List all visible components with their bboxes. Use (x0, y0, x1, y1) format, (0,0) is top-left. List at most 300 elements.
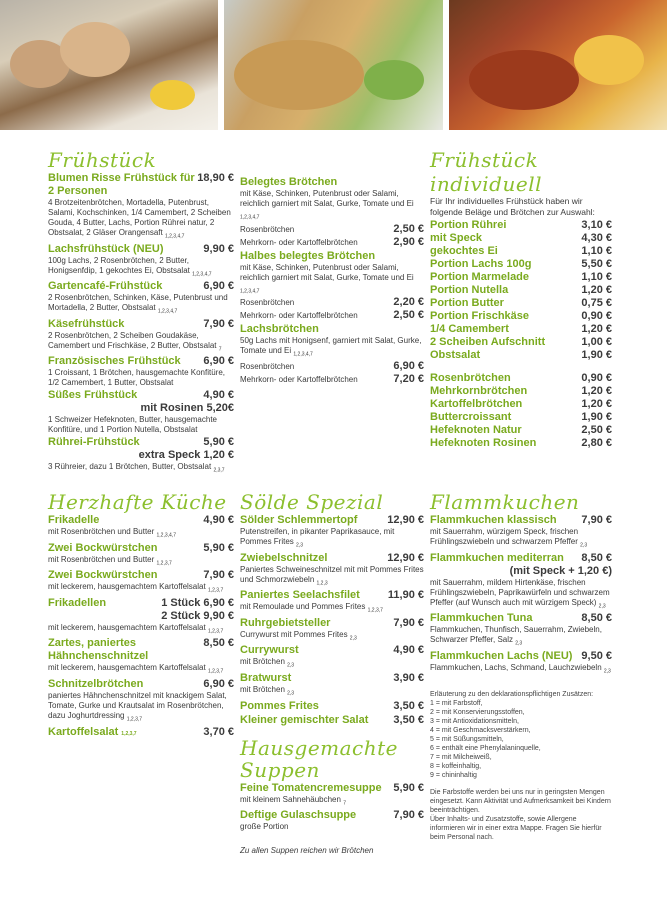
menu-item (48, 569, 234, 596)
legend-intro: Erläuterung zu den deklarationspflichtigen Zusätzen: (430, 691, 594, 699)
additive-codes: 1,2,3,7 (126, 716, 143, 723)
description-text: mit Rosenbrötchen und Butter (48, 527, 155, 536)
item-price: 1,10 € (581, 271, 612, 283)
description-text: Currywurst mit Pommes Frites (240, 629, 348, 639)
item-price: 9,50 € (581, 649, 612, 662)
price-row (240, 309, 424, 322)
menu-item-header (240, 782, 424, 795)
menu-item-header (48, 678, 234, 691)
menu-item (430, 245, 612, 258)
menu-item (48, 389, 234, 435)
description-text: mit Sauerrahm, würzigem Speck, frischen Frühlingszwiebeln und schwarzem Pfeffer (430, 527, 579, 546)
menu-item-header (48, 514, 234, 527)
menu-item-header (240, 589, 424, 602)
additive-codes: 1,2,3,4,7 (164, 233, 185, 240)
item-extra: (mit Speck + 1,20 €) (509, 564, 612, 577)
item-price: 0,90 € (581, 372, 612, 384)
item-price: 6,90 € (203, 677, 234, 690)
menu-item-header (48, 436, 234, 449)
menu-item-header (240, 617, 424, 630)
section-title: Sölde Spezial (240, 490, 384, 514)
row-label: Rosenbrötchen (240, 298, 295, 308)
price-row (240, 373, 424, 386)
item-name: Portion Butter (430, 297, 504, 309)
menu-item (48, 243, 234, 280)
menu-item (240, 782, 424, 809)
currywurst-photo (449, 0, 667, 130)
description-text: mit Rosenbrötchen und Butter (48, 554, 155, 564)
legend-line: 6 = enthält eine Phenylalaninquelle, (430, 745, 541, 753)
item-description (48, 555, 234, 569)
menu-item (48, 355, 234, 388)
menu-item-header (48, 389, 234, 402)
item-name: Französisches Frühstück (48, 355, 181, 368)
menu-item (430, 323, 612, 336)
item-price: 1,20 € (581, 385, 612, 397)
item-price: 18,90 € (197, 172, 234, 184)
additive-codes: 1,2,3,4,7 (192, 271, 212, 278)
description-text: 50g Lachs mit Honigsenf, garniert mit Salat, Gurke, Tomate und Ei (240, 336, 422, 356)
menu-item-header (48, 355, 234, 368)
menu-item (240, 323, 424, 386)
item-name: Portion Frischkäse (430, 310, 530, 322)
additive-codes: 2,3 (598, 603, 606, 610)
item-price: 8,50 € (581, 612, 612, 625)
item-name: Mehrkornbrötchen (430, 385, 528, 397)
item-description (48, 293, 234, 317)
menu-item (48, 597, 234, 637)
item-price: 5,90 € (393, 781, 424, 794)
additive-codes: 1,2,3,4,7 (157, 308, 178, 315)
menu-item-header (48, 637, 234, 663)
item-description (48, 415, 234, 435)
item-description (48, 623, 234, 637)
menu-item-header (48, 318, 234, 331)
description-text: mit leckerem, hausgemachtem Kartoffelsalat (48, 582, 206, 592)
suppen-note: Zu allen Suppen reichen wir Brötchen (240, 846, 374, 856)
menu-item (48, 678, 234, 725)
row-price: 2,50 € (393, 309, 424, 322)
price-row (240, 236, 424, 249)
row-label: Rosenbrötchen (240, 361, 295, 371)
item-price: 6,90 € (203, 280, 234, 293)
item-extra: extra Speck 1,20 € (138, 449, 234, 462)
legend-line: 3 = mit Antioxidationsmitteln, (430, 718, 519, 726)
menu-item (240, 589, 424, 616)
item-price: 1 Stück 6,90 € (161, 596, 234, 609)
item-price: 1,00 € (581, 336, 612, 348)
additive-codes: 1,2,3,4,7 (240, 214, 260, 221)
menu-item (430, 552, 612, 612)
menu-item (430, 411, 612, 424)
item-description (430, 578, 612, 612)
item-price: 9,90 € (203, 242, 234, 255)
item-name: Bratwurst (240, 671, 292, 684)
additive-codes: 2,3 (287, 690, 295, 697)
item-price: 7,90 € (393, 809, 424, 822)
item-price: 8,50 € (581, 551, 612, 564)
flammkuchen-section (430, 490, 612, 842)
item-price-2: 2 Stück 9,90 € (161, 609, 234, 622)
menu-item (240, 250, 424, 323)
item-name: Portion Marmelade (430, 271, 530, 283)
individuell-section (430, 148, 612, 450)
item-name: Frikadelle (48, 514, 100, 526)
menu-item (430, 385, 612, 398)
item-name: Kartoffelbrötchen (430, 398, 523, 410)
item-price: 8,50 € (203, 637, 234, 650)
row-label: Rosenbrötchen (240, 224, 295, 234)
description-text: mit Remoulade und Pommes Frites (240, 602, 366, 612)
description-text: große Portion (240, 822, 289, 832)
legend-line: 4 = mit Geschmacksverstärkern, (430, 727, 531, 735)
additive-codes: 1,2,3,4,7 (240, 288, 260, 295)
section-title: Frühstück (48, 148, 157, 172)
menu-item-header (240, 323, 424, 336)
additive-codes: 2,3,7 (213, 467, 225, 474)
menu-item (240, 809, 424, 832)
item-description (430, 625, 612, 649)
additive-codes: 2,3 (515, 640, 523, 647)
additive-codes: 2,3 (296, 542, 303, 549)
item-price: 4,90 € (203, 389, 234, 402)
menu-item (240, 644, 424, 671)
belegt-section (240, 176, 424, 387)
menu-item (48, 514, 234, 541)
row-price: 2,90 € (393, 235, 424, 248)
menu-item (430, 271, 612, 284)
item-name: Pommes Frites (240, 699, 319, 712)
item-description (240, 189, 424, 223)
item-name: Blumen Risse Frühstück für 2 Personen (48, 172, 195, 197)
schnitzel-photo (224, 0, 442, 130)
item-price: 7,90 € (393, 616, 424, 629)
additive-codes: 1,2,3,7 (207, 587, 224, 594)
menu-item-header (240, 700, 424, 713)
item-description (240, 336, 424, 360)
item-price: 3,70 € (203, 725, 234, 738)
additive-codes: 1,2,3 (316, 580, 328, 587)
item-description (48, 691, 234, 725)
item-name: Buttercroissant (430, 411, 512, 423)
item-description (240, 795, 424, 809)
item-description (48, 331, 234, 355)
item-price: 5,90 € (203, 541, 234, 554)
menu-item-header (48, 243, 234, 256)
item-price: 4,90 € (203, 514, 234, 526)
item-description (240, 602, 424, 616)
legend-paragraph: Die Farbstoffe werden bei uns nur in geringsten Mengen eingesetzt. Kann Aktivität und Aufmerksamkeit bei Kindern beeinträchtigen. (430, 789, 611, 815)
additive-codes: 7 (218, 346, 222, 353)
item-price: 5,90 € (203, 436, 234, 449)
item-price: 0,90 € (581, 310, 612, 322)
description-text: mit kleinem Sahnehäubchen (240, 794, 341, 804)
menu-item (240, 176, 424, 249)
item-description (430, 527, 612, 551)
menu-item-header (430, 612, 612, 625)
item-name: Lachsbrötchen (240, 323, 319, 336)
menu-item-header (240, 176, 424, 189)
menu-item-header (48, 172, 234, 198)
item-description (240, 657, 424, 671)
description-text: Putenstreifen, in pikanter Paprikasauce, mit Pommes Frites (240, 527, 395, 546)
menu-item-header (430, 514, 612, 527)
row-price: 6,90 € (393, 359, 424, 372)
item-name: Rosenbrötchen (430, 372, 511, 384)
menu-item-header (430, 552, 612, 565)
suppen-title-2: Suppen (240, 757, 320, 782)
item-name: Hefeknoten Rosinen (430, 437, 537, 449)
description-text: 2 Rosenbrötchen, Schinken, Käse, Putenbrust und Mortadella, 2 Butter, Obstsalat (48, 293, 228, 313)
description-text: mit Brötchen (240, 657, 285, 667)
menu-item-header (48, 569, 234, 582)
item-description (240, 822, 424, 832)
item-description (240, 630, 424, 644)
item-price: 1,10 € (581, 245, 612, 257)
item-name: Deftige Gulaschsuppe (240, 809, 357, 822)
item-name: Paniertes Seelachsfilet (240, 589, 360, 602)
item-name: Obstsalat (430, 349, 481, 361)
additives-legend (430, 690, 612, 842)
herzhaft-section (48, 490, 234, 742)
menu-item (430, 232, 612, 245)
item-price: 3,90 € (393, 671, 424, 684)
menu-item (430, 297, 612, 310)
item-name: Flammkuchen Tuna (430, 612, 533, 625)
item-price: 1,20 € (581, 398, 612, 410)
item-description (48, 582, 234, 596)
suppen-title: Hausgemachte (240, 735, 398, 760)
menu-item (240, 552, 424, 589)
item-name: Lachsfrühstück (NEU) (48, 242, 164, 255)
item-name: Flammkuchen mediterran (430, 551, 564, 564)
additive-codes: 2,3 (349, 635, 357, 642)
item-name: Flammkuchen klassisch (430, 514, 557, 526)
description-text: 3 Rühreier, dazu 1 Brötchen, Butter, Obstsalat (48, 462, 212, 472)
item-description (48, 527, 234, 541)
price-row (240, 360, 424, 373)
menu-item-header (48, 726, 234, 741)
menu-item (430, 258, 612, 271)
item-name: Kleiner gemischter Salat (240, 713, 369, 726)
menu-item (430, 612, 612, 649)
menu-item-header (240, 809, 424, 822)
item-name: Feine Tomatencremesuppe (240, 781, 382, 794)
item-description (48, 663, 234, 677)
menu-item-header (240, 644, 424, 657)
item-description (240, 685, 424, 699)
description-text: Flammkuchen, Lachs, Schmand, Lauchzwiebeln (430, 662, 602, 672)
item-description (48, 256, 234, 280)
header-photos (0, 0, 667, 130)
item-name: Flammkuchen Lachs (NEU) (430, 649, 573, 662)
item-description (240, 565, 424, 589)
item-name: Currywurst (240, 644, 299, 657)
additive-codes: 1,2,3,7 (156, 560, 172, 567)
item-name: Kartoffelsalat (48, 725, 119, 738)
item-name: Zwei Bockwürstchen (48, 541, 158, 554)
description-text: mit leckerem, hausgemachtem Kartoffelsalat (48, 622, 206, 632)
menu-item (240, 672, 424, 699)
spezial-section (240, 490, 424, 856)
menu-item (430, 398, 612, 411)
additive-codes: 1,2,3,4,7 (156, 532, 176, 539)
item-price: 7,90 € (203, 317, 234, 330)
item-name: Käsefrühstück (48, 317, 125, 330)
menu-item (430, 310, 612, 323)
description-text: mit Käse, Schinken, Putenbrust oder Salami, reichlich garniert mit Salat, Gurke, Tomate und Ei (240, 262, 414, 282)
menu-item-header (240, 250, 424, 263)
item-description (240, 527, 424, 551)
menu-item (430, 514, 612, 551)
item-price: 1,90 € (581, 349, 612, 361)
row-price: 2,20 € (393, 296, 424, 309)
item-name: Portion Lachs 100g (430, 258, 532, 270)
price-row (240, 296, 424, 309)
item-name: Gartencafé-Frühstück (48, 280, 163, 293)
item-description (48, 198, 234, 242)
item-price: 2,50 € (581, 424, 612, 436)
menu-item (48, 318, 234, 355)
additive-codes: 1,2,3,4,7 (293, 351, 313, 358)
legend-line: 9 = chininhaltig (430, 772, 477, 780)
description-text: 100g Lachs, 2 Rosenbrötchen, 2 Butter, Honigsenfdip, 1 gekochtes Ei, Obstsalat (48, 255, 190, 275)
menu-item-header (240, 552, 424, 565)
menu-item-header (48, 597, 234, 610)
menu-item (430, 437, 612, 450)
item-price: 12,90 € (387, 514, 424, 526)
item-price: 1,90 € (581, 411, 612, 423)
description-text: paniertes Hähnchenschnitzel mit knackigem Salat, Tomate, Gurke und Krautsalat im Rosenbrötchen, dazu Joghurtdressing (48, 690, 227, 720)
additive-codes: 7 (343, 800, 346, 807)
item-name: Halbes belegtes Brötchen (240, 249, 376, 262)
item-name: Zwiebelschnitzel (240, 551, 328, 564)
menu-item-header (430, 650, 612, 663)
item-price: 11,90 € (387, 589, 424, 602)
section-title: Herzhafte Küche (48, 490, 227, 514)
menu-item (430, 349, 612, 362)
item-description (240, 263, 424, 297)
additive-codes: 1,2,3,7 (207, 628, 224, 635)
description-text: 4 Brotzeitenbrötchen, Mortadella, Putenbrust, Salami, Kochschinken, 1/4 Camembert, 2 Scheiben Gouda, 4 Butter, Lachs, Portion Rührei natur, 2 Obstsalat, 2 Gläser Orangensaft (48, 198, 231, 237)
legend-line: 7 = mit Milcheiweiß, (430, 754, 492, 762)
menu-item (240, 700, 424, 713)
item-extra: mit Rosinen 5,20€ (140, 402, 234, 415)
fruehstueck-section (48, 148, 234, 477)
menu-item (48, 726, 234, 741)
item-price: 7,90 € (581, 514, 612, 526)
price-row (240, 223, 424, 236)
menu-item (48, 637, 234, 677)
menu-item-header (48, 280, 234, 293)
menu-item (48, 542, 234, 569)
menu-item (430, 284, 612, 297)
row-label: Mehrkorn- oder Kartoffelbrötchen (240, 237, 358, 247)
menu-item (240, 714, 424, 727)
item-name: Belegtes Brötchen (240, 176, 338, 188)
description-text: Flammkuchen, Thunfisch, Sauerrahm, Zwiebeln, Schwarzer Pfeffer, Salz (430, 625, 602, 645)
item-name: Sölder Schlemmertopf (240, 514, 358, 526)
item-price: 4,30 € (581, 232, 612, 244)
item-price: 3,50 € (393, 713, 424, 726)
section-title: Frühstück individuell (430, 148, 542, 196)
menu-item-header (48, 542, 234, 555)
menu-item (240, 514, 424, 551)
item-description (430, 663, 612, 677)
additive-codes: 1,2,3,7 (121, 730, 137, 737)
row-label: Mehrkorn- oder Kartoffelbrötchen (240, 374, 358, 384)
item-price: 7,90 € (203, 569, 234, 582)
menu-item (48, 280, 234, 317)
item-price: 1,20 € (581, 323, 612, 335)
description-text: 2 Rosenbrötchen, 2 Scheiben Goudakäse, Camembert und Frischkäse, 2 Butter, Obstsalat (48, 330, 217, 350)
item-price: 1,20 € (581, 284, 612, 296)
row-label: Mehrkorn- oder Kartoffelbrötchen (240, 311, 358, 321)
menu-item (430, 424, 612, 437)
item-price: 3,10 € (581, 219, 612, 231)
menu-item (240, 617, 424, 644)
menu-item (48, 436, 234, 476)
legend-line: 2 = mit Konservierungsstoffen, (430, 709, 525, 717)
item-name: Portion Nutella (430, 284, 509, 296)
additive-codes: 2,3 (580, 542, 588, 549)
description-text: mit leckerem, hausgemachtem Kartoffelsalat (48, 663, 206, 673)
item-name: Rührei-Frühstück (48, 436, 140, 449)
additive-codes: 2,3 (287, 662, 295, 669)
item-name: mit Speck (430, 232, 482, 244)
additive-codes: 2,3 (603, 668, 611, 675)
menu-item-header (240, 672, 424, 685)
item-name: Ruhrgebietsteller (240, 616, 331, 629)
item-price: 0,75 € (581, 297, 612, 309)
item-name: Süßes Frühstück (48, 389, 138, 402)
item-name: 2 Scheiben Aufschnitt (430, 336, 546, 348)
item-name: Portion Rührei (430, 219, 507, 231)
legend-line: 5 = mit Süßungsmitteln, (430, 736, 504, 744)
legend-paragraph: Über Inhalts- und Zusatzstoffe, sowie Allergene informieren wir in einer extra Mappe. Fragen Sie hierfür beim Personal nach. (430, 816, 602, 842)
item-name: Zwei Bockwürstchen (48, 569, 158, 582)
item-name: gekochtes Ei (430, 245, 498, 257)
item-price: 5,50 € (581, 258, 612, 270)
row-price: 2,50 € (393, 222, 424, 235)
item-price: 3,50 € (393, 699, 424, 712)
menu-item (430, 219, 612, 232)
menu-item-header (240, 714, 424, 727)
item-price: 6,90 € (203, 355, 234, 368)
description-text: Paniertes Schweineschnitzel mit mit Pommes Frites und Schmorzwiebeln (240, 564, 424, 584)
item-description (48, 368, 234, 388)
menu-item (430, 650, 612, 677)
description-text: 1 Croissant, 1 Brötchen, hausgemachte Konfitüre, 1/2 Camembert, 1 Butter, Obstsalat (48, 368, 225, 388)
item-name: 1/4 Camembert (430, 323, 509, 335)
description-text: mit Sauerrahm, mildem Hirtenkäse, frischen Frühlingszwiebeln, Paprikawürfeln und schwarzem Pfeffer (auf Wunsch auch mit würzigem Speck) (430, 577, 610, 607)
bread-rolls-photo (0, 0, 218, 130)
item-name: Zartes, paniertes Hähnchenschnitzel (48, 637, 149, 663)
item-description (48, 462, 234, 476)
menu-item-header (240, 514, 424, 527)
description-text: mit Brötchen (240, 684, 285, 694)
additive-codes: 1,2,3,7 (207, 668, 224, 675)
menu-item (48, 172, 234, 242)
item-name: Frikadellen (48, 596, 107, 609)
description-text: 1 Schweizer Hefeknoten, Butter, hausgemachte Konfitüre, und 1 Portion Nutella, Obstsalat (48, 415, 217, 435)
legend-line: 8 = koffeinhaltig, (430, 763, 482, 771)
item-name: Hefeknoten Natur (430, 424, 522, 436)
intro-text: Für Ihr individuelles Frühstück haben wir folgende Beläge und Brötchen zur Auswahl: (430, 196, 595, 217)
row-price: 7,20 € (393, 372, 424, 385)
item-price: 4,90 € (393, 644, 424, 657)
section-title: Flammkuchen (430, 490, 580, 514)
